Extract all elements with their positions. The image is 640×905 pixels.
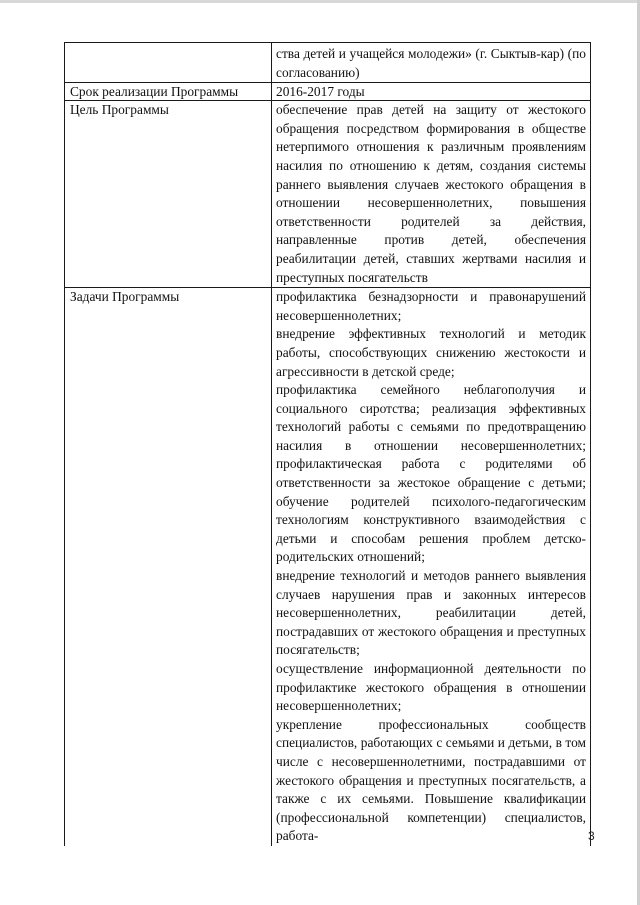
- goal-value: [272, 101, 591, 288]
- period-label: Срок реализации Программы: [65, 83, 272, 101]
- continuation-label-cell: [65, 43, 272, 83]
- tasks-label: Задачи Программы: [65, 288, 272, 846]
- task-item: внедрение технологий и методов раннего выявления случаев нарушения прав и законных интересов несовершеннолетних, реабилитации детей, пострадавших от жестокого обращения и преступных посягательств;: [276, 568, 586, 658]
- task-item: профилактика безнадзорности и правонарушений несовершеннолетних;: [276, 289, 586, 323]
- table-row-period: [65, 83, 591, 101]
- task-item: профилактика семейного неблагополучия и социального сиротства; реализация эффективных технологий работы с семьями по предотвращению насилия в отношении несовершеннолетних; профилактическая работа с родителями об ответственности за жестокое обращение с детьми; обучение родителей психолого-педагогическим технологиям конструктивного взаимодействия с детьми и способам решения проблем детско-родительских отношений;: [276, 382, 586, 565]
- page-number: 3: [588, 829, 595, 843]
- tasks-value: [272, 288, 591, 846]
- program-passport-table: [64, 42, 591, 846]
- task-item: осуществление информационной деятельности по профилактике жестокого обращения в отношении несовершеннолетних;: [276, 661, 586, 714]
- table-row-goal: [65, 101, 591, 288]
- task-item: внедрение эффективных технологий и методик работы, способствующих снижению жестокости и агрессивности в детской среде;: [276, 326, 586, 379]
- goal-text: обеспечение прав детей на защиту от жестокого обращения посредством формирования в обществе нетерпимого отношения к различным проявлениям насилия по отношению к детям, создания системы раннего выявления случаев жестокого обращения в отношении несовершеннолетних, повышения ответственности родителей за действия, направленные против детей, обеспечения реабилитации детей, ставших жертвами насилия и преступных посягательств: [276, 102, 586, 285]
- period-value: 2016-2017 годы: [272, 83, 591, 101]
- table-row-tasks: [65, 288, 591, 846]
- continuation-text: ства детей и учащейся молодежи» (г. Сыктыв-кар) (по согласованию): [276, 46, 586, 80]
- goal-label: Цель Программы: [65, 101, 272, 288]
- continuation-value-cell: [272, 43, 591, 83]
- task-item: укрепление профессиональных сообществ специалистов, работающих с семьями и детьми, в том числе с несовершеннолетними, пострадавшими от жестокого обращения и преступных посягательств, а также с их семьями. Повышение квалификации (профессиональной компетенции) специалистов, работа-: [276, 716, 586, 844]
- scan-top-edge: [0, 0, 640, 3]
- table-row-continuation: [65, 43, 591, 83]
